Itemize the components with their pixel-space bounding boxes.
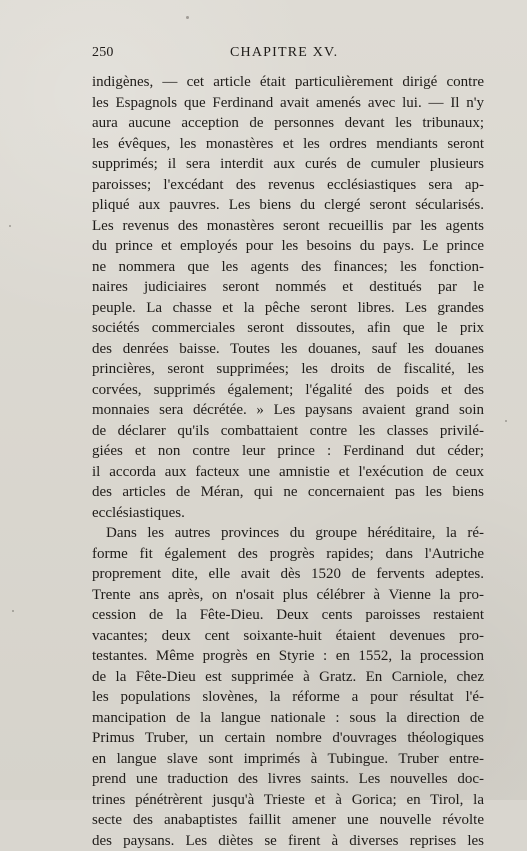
text-line: Les revenus des monastères seront recueillis par les agents (92, 216, 484, 237)
text-line: vacantes; deux cent soixante-huit étaient devenues pro- (92, 626, 484, 647)
running-head: CHAPITRE XV. (230, 45, 338, 61)
text-line: mancipation de la langue nationale : sous la direction de (92, 708, 484, 729)
text-line: proprement dite, elle avait dès 1520 de fervents adeptes. (92, 564, 484, 585)
text-line: paroisses; l'excédant des revenus ecclésiastiques sera ap- (92, 175, 484, 196)
text-line: de la Fête-Dieu est supprimée à Gratz. En Carniole, chez (92, 667, 484, 688)
text-line: testantes. Même progrès en Styrie : en 1552, la procession (92, 646, 484, 667)
text-line: indigènes, — cet article était particulièrement dirigé contre (92, 72, 484, 93)
text-line: les évêques, les monastères et les ordres mendiants seront (92, 134, 484, 155)
text-line: en langue slave sont imprimés à Tubingue. Truber entre- (92, 749, 484, 770)
text-line: ecclésiastiques. (92, 503, 484, 524)
text-line: cession de la Fête-Dieu. Deux cents paroisses restaient (92, 605, 484, 626)
text-line: prend une traduction des livres saints. Les nouvelles doc- (92, 769, 484, 790)
text-line: de déclarer qu'ils combattaient contre les classes privilé- (92, 421, 484, 442)
text-line: des articles de Méran, qui ne concernaient pas les biens (92, 482, 484, 503)
text-line: monnaies sera décrétée. » Les paysans avaient grand soin (92, 400, 484, 421)
text-line: peuple. La chasse et la pêche seront libres. Les grandes (92, 298, 484, 319)
text-line: supprimés; il sera interdit aux curés de cumuler plusieurs (92, 154, 484, 175)
text-line: giées et non contre leur prince : Ferdinand dut céder; (92, 441, 484, 462)
text-line: des denrées baisse. Toutes les douanes, sauf les douanes (92, 339, 484, 360)
page-number: 250 (92, 45, 114, 61)
text-line: naires judiciaires seront nommés et destitués par le (92, 277, 484, 298)
text-line: secte des anabaptistes faillit amener une nouvelle révolte (92, 810, 484, 831)
text-line: sociétés commerciales seront dissoutes, afin que le prix (92, 318, 484, 339)
page-header (92, 45, 482, 63)
text-line: Dans les autres provinces du groupe héréditaire, la ré- (92, 523, 484, 544)
text-line: il accorda aux facteux une amnistie et l'exécution de ceux (92, 462, 484, 483)
text-line: Primus Truber, un certain nombre d'ouvrages théologiques (92, 728, 484, 749)
text-line: trines pénétrèrent jusqu'à Trieste et à Gorica; en Tirol, la (92, 790, 484, 811)
paper-speck (186, 16, 189, 19)
text-line: aura aucune acception de personnes devant les tribunaux; (92, 113, 484, 134)
body-text (92, 72, 484, 851)
text-line: les populations slovènes, la réforme a pour résultat l'é- (92, 687, 484, 708)
paper-speck (505, 420, 507, 422)
text-line: pliqué aux pauvres. Les biens du clergé seront sécularisés. (92, 195, 484, 216)
text-line: forme fit également des progrès rapides; dans l'Autriche (92, 544, 484, 565)
paper-speck (9, 225, 11, 227)
text-line: des paysans. Les diètes se firent à diverses reprises les (92, 831, 484, 851)
text-line: corvées, supprimés également; l'égalité des poids et des (92, 380, 484, 401)
text-line: les Espagnols que Ferdinand avait amenés avec lui. — Il n'y (92, 93, 484, 114)
paper-speck (12, 610, 14, 612)
text-line: du prince et employés pour les besoins du pays. Le prince (92, 236, 484, 257)
text-line: princières, seront supprimées; les droits de fiscalité, les (92, 359, 484, 380)
text-line: ne nommera que les agents des finances; les fonction- (92, 257, 484, 278)
text-line: Trente ans après, on n'osait plus célébrer à Vienne la pro- (92, 585, 484, 606)
